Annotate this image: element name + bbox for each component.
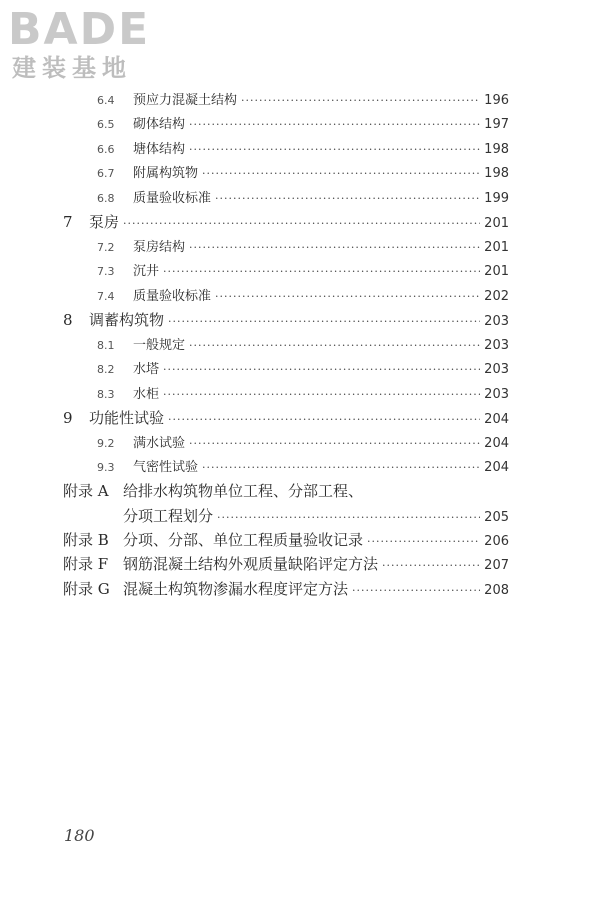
entry-page: 204 <box>484 436 509 451</box>
entry-title: 附属构筑物 <box>133 166 199 181</box>
leader-dots <box>202 461 480 474</box>
entry-title: 满水试验 <box>133 436 186 451</box>
toc-section-entry[interactable] <box>97 89 509 108</box>
leader-dots <box>367 535 480 548</box>
entry-number: 9.3 <box>97 461 115 474</box>
appendix-page: 208 <box>484 583 509 598</box>
leader-dots <box>163 265 480 278</box>
appendix-title-continued: 分项工程划分 <box>123 507 214 525</box>
entry-page: 203 <box>484 338 509 353</box>
leader-dots <box>168 413 480 426</box>
leader-dots <box>217 511 480 524</box>
entry-number: 7.4 <box>97 290 115 303</box>
entry-title: 气密性试验 <box>133 460 199 475</box>
leader-dots <box>215 192 480 205</box>
appendix-title: 混凝土构筑物渗漏水程度评定方法 <box>123 580 349 598</box>
appendix-number: 附录 B <box>63 531 109 549</box>
entry-title: 塘体结构 <box>133 142 186 157</box>
entry-page: 199 <box>484 191 509 206</box>
entry-page: 201 <box>484 216 509 231</box>
entry-page: 201 <box>484 264 509 279</box>
appendix-page: 207 <box>484 558 509 573</box>
entry-title: 质量验收标准 <box>133 289 212 304</box>
toc-appendix-entry[interactable] <box>63 529 509 550</box>
leader-dots <box>123 217 480 230</box>
entry-number: 6.8 <box>97 192 115 205</box>
appendix-number: 附录 G <box>63 580 110 598</box>
entry-number: 7 <box>63 213 73 231</box>
entry-title: 砌体结构 <box>133 117 186 132</box>
entry-title: 水塔 <box>133 362 160 377</box>
leader-dots <box>168 315 480 328</box>
logo-text-en: BADE <box>8 4 151 55</box>
entry-title: 功能性试验 <box>89 409 165 427</box>
entry-page: 198 <box>484 166 509 181</box>
leader-dots <box>189 143 480 156</box>
leader-dots <box>163 388 480 401</box>
toc-appendix-entry-continued[interactable] <box>123 505 509 526</box>
toc-chapter-entry[interactable] <box>63 211 509 232</box>
toc-section-entry[interactable] <box>97 236 509 255</box>
entry-page: 203 <box>484 314 509 329</box>
watermark-logo <box>8 6 178 82</box>
leader-dots <box>189 241 480 254</box>
entry-title: 一般规定 <box>133 338 186 353</box>
leader-dots <box>241 94 480 107</box>
appendix-number: 附录 F <box>63 555 109 573</box>
entry-title: 预应力混凝土结构 <box>133 93 238 108</box>
entry-title: 水柜 <box>133 387 160 402</box>
entry-page: 197 <box>484 117 509 132</box>
entry-page: 198 <box>484 142 509 157</box>
toc-section-entry[interactable] <box>97 260 509 279</box>
toc-section-entry[interactable] <box>97 358 509 377</box>
leader-dots <box>352 584 480 597</box>
toc-section-entry[interactable] <box>97 456 509 475</box>
appendix-title: 钢筋混凝土结构外观质量缺陷评定方法 <box>123 555 379 573</box>
entry-number: 6.4 <box>97 94 115 107</box>
entry-page: 202 <box>484 289 509 304</box>
entry-number: 8.1 <box>97 339 115 352</box>
leader-dots <box>189 118 480 131</box>
entry-title: 泵房结构 <box>133 240 186 255</box>
toc-section-entry[interactable] <box>97 285 509 304</box>
entry-page: 203 <box>484 362 509 377</box>
entry-number: 6.5 <box>97 118 115 131</box>
logo-text-cn: 建装基地 <box>12 54 132 82</box>
page-number: 180 <box>64 826 95 845</box>
entry-page: 204 <box>484 460 509 475</box>
leader-dots <box>189 437 480 450</box>
entry-title: 沉井 <box>133 264 160 279</box>
appendix-page: 206 <box>484 534 509 549</box>
leader-dots <box>202 167 480 180</box>
entry-page: 203 <box>484 387 509 402</box>
entry-number: 8.2 <box>97 363 115 376</box>
toc-appendix-entry[interactable] <box>63 553 509 574</box>
appendix-title: 给排水构筑物单位工程、分部工程、 <box>123 482 364 500</box>
leader-dots <box>163 363 480 376</box>
entry-number: 7.3 <box>97 265 115 278</box>
toc-appendix-entry[interactable] <box>63 578 509 599</box>
entry-number: 7.2 <box>97 241 115 254</box>
entry-number: 8.3 <box>97 388 115 401</box>
entry-page: 204 <box>484 412 509 427</box>
toc-section-entry[interactable] <box>97 334 509 353</box>
leader-dots <box>215 290 480 303</box>
entry-title: 泵房 <box>89 213 120 231</box>
toc-section-entry[interactable] <box>97 432 509 451</box>
entry-page: 201 <box>484 240 509 255</box>
toc-section-entry[interactable] <box>97 138 509 157</box>
entry-number: 6.6 <box>97 143 115 156</box>
entry-page: 196 <box>484 93 509 108</box>
leader-dots <box>382 559 480 572</box>
entry-title: 调蓄构筑物 <box>89 311 165 329</box>
toc-section-entry[interactable] <box>97 187 509 206</box>
entry-number: 6.7 <box>97 167 115 180</box>
toc-chapter-entry[interactable] <box>63 309 509 330</box>
entry-number: 9.2 <box>97 437 115 450</box>
toc-section-entry[interactable] <box>97 162 509 181</box>
appendix-number: 附录 A <box>63 482 109 500</box>
toc-chapter-entry[interactable] <box>63 407 509 428</box>
appendix-page: 205 <box>484 510 509 525</box>
leader-dots <box>189 339 480 352</box>
entry-number: 9 <box>63 409 73 427</box>
entry-title: 质量验收标准 <box>133 191 212 206</box>
toc-section-entry[interactable] <box>97 383 509 402</box>
entry-number: 8 <box>63 311 73 329</box>
toc-section-entry[interactable] <box>97 113 509 132</box>
appendix-title: 分项、分部、单位工程质量验收记录 <box>123 531 364 549</box>
toc-appendix-entry[interactable] <box>63 480 509 501</box>
